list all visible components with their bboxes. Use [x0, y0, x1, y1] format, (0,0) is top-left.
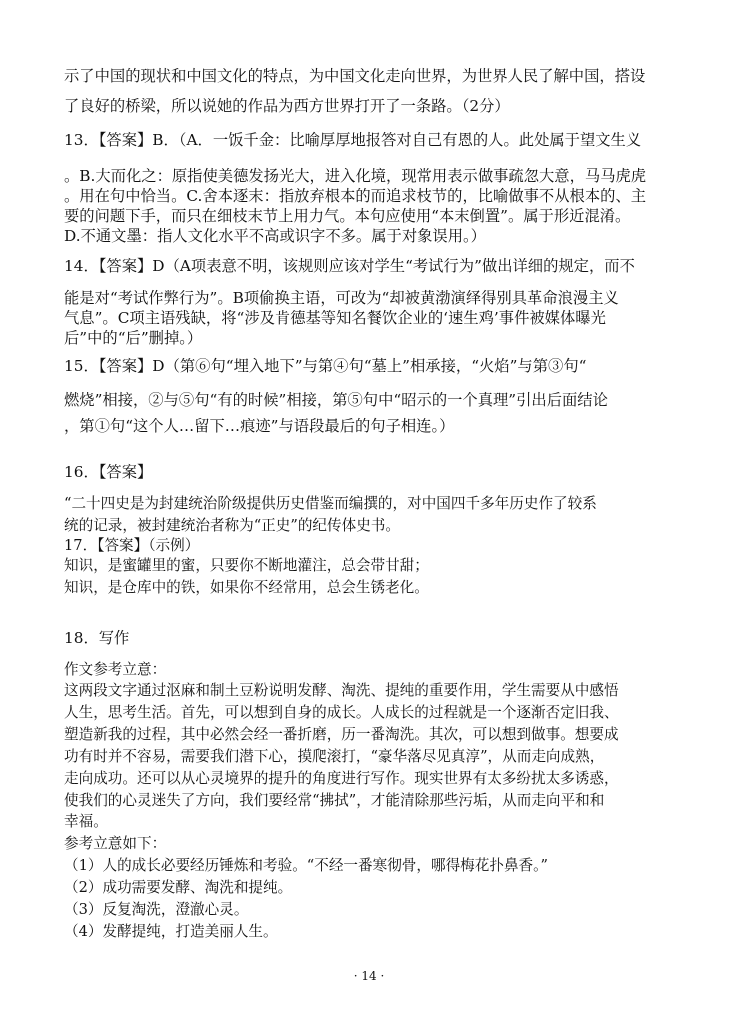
text-line: 参考立意如下： — [64, 835, 167, 852]
text-line: D.不通文墨：指人文化水平不高或识字不多。属于对象误用。） — [64, 227, 486, 245]
text-line: 这两段文字通过沤麻和制土豆粉说明发酵、淘洗、提纯的重要作用，学生需要从中感悟 — [64, 682, 619, 699]
text-line: 幸福。 — [64, 813, 108, 830]
text-line: 后”中的“后”删掉。） — [64, 329, 203, 347]
text-line: 知识，是仓库中的铁，如果你不经常用，总会生锈老化。 — [64, 579, 429, 596]
text-line: 15．【答案】D（第⑥句“埋入地下”与第④句“墓上”相承接，“火焰”与第③句“ — [64, 357, 587, 375]
text-line: 塑造新我的过程，其中必然会经一番折磨，历一番淘洗。其次，可以想到做事。想要成 — [64, 726, 619, 743]
text-line: 作文参考立意： — [64, 661, 167, 678]
list-item: （2）成功需要发酵、淘洗和提纯。 — [64, 879, 293, 896]
text-line: 。B.大而化之：原指使美德发扬光大，进入化境，现常用表示做事疏忽大意，马马虎虎 — [64, 167, 647, 185]
text-line: 14．【答案】D（A项表意不明，该规则应该对学生“考试行为”做出详细的规定，而不 — [64, 257, 635, 275]
text-line: “二十四史是为封建统治阶级提供历史借鉴而编撰的，对中国四千多年历史作了较系 — [64, 495, 597, 512]
text-line: 要的问题下手，而只在细枝末节上用力气。本句应使用“本末倒置”。属于形近混淆。 — [64, 207, 631, 225]
text-line: 知识，是蜜罐里的蜜，只要你不断地灌注，总会带甘甜； — [64, 557, 429, 574]
text-line: 能是对“考试作弊行为”。B项偷换主语，可改为“却被黄渤演绎得别具革命浪漫主义 — [64, 289, 619, 307]
section-heading: 16．【答案】 — [64, 463, 153, 481]
text-line: 使我们的心灵迷失了方向，我们要经常“拂拭”，才能清除那些污垢，从而走向平和和 — [64, 792, 605, 809]
list-item: （3）反复淘洗，澄澈心灵。 — [64, 901, 249, 918]
text-line: 13．【答案】B．（A．一饭千金：比喻厚厚地报答对自己有恩的人。此处属于望文生义 — [64, 131, 642, 149]
section-heading: 18．写作 — [64, 629, 130, 647]
text-line: 17．【答案】（示例） — [64, 537, 200, 554]
text-line: 气息”。C项主语残缺，将“涉及肯德基等知名餐饮企业的‘速生鸡’事件被媒体曝光 — [64, 309, 606, 327]
list-item: （1）人的成长必要经历锤炼和考验。“不经一番寒彻骨，哪得梅花扑鼻香。” — [64, 857, 548, 874]
text-line: 走向成功。还可以从心灵境界的提升的角度进行写作。现实世界有太多纷扰太多诱惑， — [64, 770, 619, 787]
page-number: · 14 · — [353, 969, 385, 983]
text-line: 燃烧”相接，②与⑤句“有的时候”相接，第⑤句中“昭示的一个真理”引出后面结论 — [64, 391, 608, 409]
text-line: 人生，思考生活。首先，可以想到自身的成长。人成长的过程就是一个逐渐否定旧我、 — [64, 704, 619, 721]
text-line: 示了中国的现状和中国文化的特点，为中国文化走向世界，为世界人民了解中国，搭设 — [64, 67, 646, 85]
text-line: 了良好的桥梁，所以说她的作品为西方世界打开了一条路。（2分） — [64, 97, 510, 115]
text-line: 统的记录，被封建统治者称为“正史”的纪传体史书。 — [64, 517, 400, 534]
text-line: 。用在句中恰当。C.舍本逐末：指放弃根本的而追求枝节的，比喻做事不从根本的、主 — [64, 187, 647, 205]
list-item: （4）发酵提纯，打造美丽人生。 — [64, 923, 278, 940]
text-line: 功有时并不容易，需要我们潜下心，摸爬滚打，“豪华落尽见真淳”，从而走向成熟， — [64, 748, 605, 765]
text-line: ，第①句“这个人…留下…痕迹”与语段最后的句子相连。） — [64, 417, 455, 435]
